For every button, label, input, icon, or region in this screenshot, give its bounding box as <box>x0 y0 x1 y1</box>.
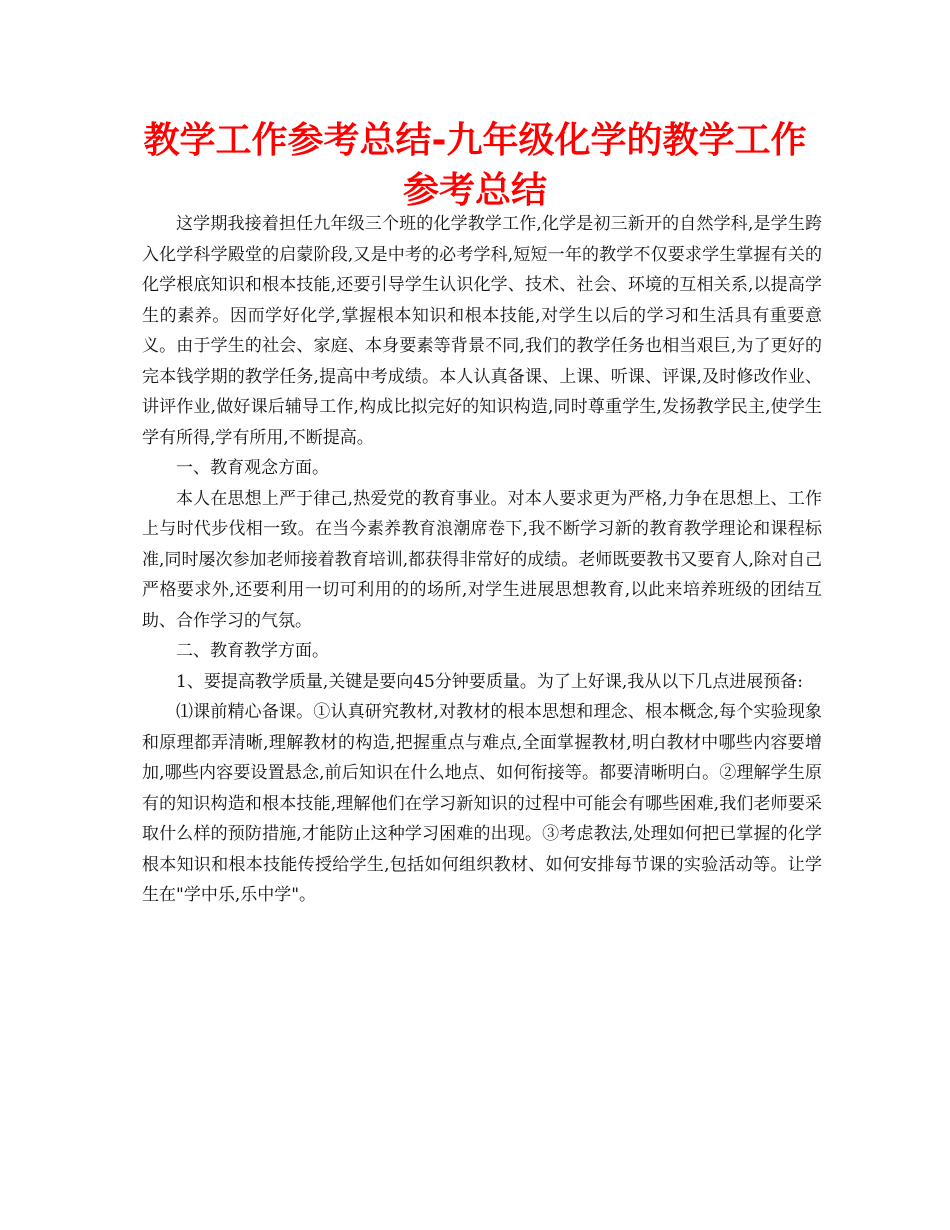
paragraph-teaching-point-1: 1、要提高教学质量,关键是要向45分钟要质量。为了上好课,我从以下几点进展预备: <box>176 671 803 692</box>
section-heading-education-concept: 一、教育观念方面。 <box>176 458 329 478</box>
document-body <box>142 209 822 911</box>
paragraph-lesson-preparation: ⑴课前精心备课。①认真研究教材,对教材的根本思想和理念、根本概念,每个实验现象和原理都弄清晰,理解教材的构造,把握重点与难点,全面掌握教材,明白教材中哪些内容要增加,哪些内容要设置悬念,前后知识在什么地点、如何衔接等。都要清晰明白。②理解学生原有的知识构造和根本技能,理解他们在学习新知识的过程中可能会有哪些困难,我们老师要采取什么样的预防措施,才能防止这种学习困难的出现。③考虑教法,处理如何把已掌握的化学根本知识和根本技能传授给学生,包括如何组织教材、如何安排每节课的实验活动等。让学生在"学中乐,乐中学"。 <box>142 702 822 905</box>
paragraph-intro: 这学期我接着担任九年级三个班的化学教学工作,化学是初三新开的自然学科,是学生跨入化学科学殿堂的启蒙阶段,又是中考的必考学科,短短一年的教学不仅要求学生掌握有关的化学根底知识和根本技能,还要引导学生认识化学、技术、社会、环境的互相关系,以提高学生的素养。因而学好化学,掌握根本知识和根本技能,对学生以后的学习和生活具有重要意义。由于学生的社会、家庭、本身要素等背景不同,我们的教学任务也相当艰巨,为了更好的完本钱学期的教学任务,提高中考成绩。本人认真备课、上课、听课、评课,及时修改作业、讲评作业,做好课后辅导工作,构成比拟完好的知识构造,同时尊重学生,发扬教学民主,使学生学有所得,学有所用,不断提高。 <box>142 214 822 448</box>
section-heading-teaching: 二、教育教学方面。 <box>176 641 329 661</box>
paragraph-education-concept: 本人在思想上严于律己,热爱党的教育事业。对本人要求更为严格,力争在思想上、工作上与时代步伐相一致。在当今素养教育浪潮席卷下,我不断学习新的教育教学理论和课程标准,同时屡次参加老师接着教育培训,都获得非常好的成绩。老师既要教书又要育人,除对自己严格要求外,还要利用一切可利用的的场所,对学生进展思想教育,以此来培养班级的团结互助、合作学习的气氛。 <box>142 488 822 631</box>
document-title: 教学工作参考总结-九年级化学的教学工作参考总结 <box>143 120 807 211</box>
